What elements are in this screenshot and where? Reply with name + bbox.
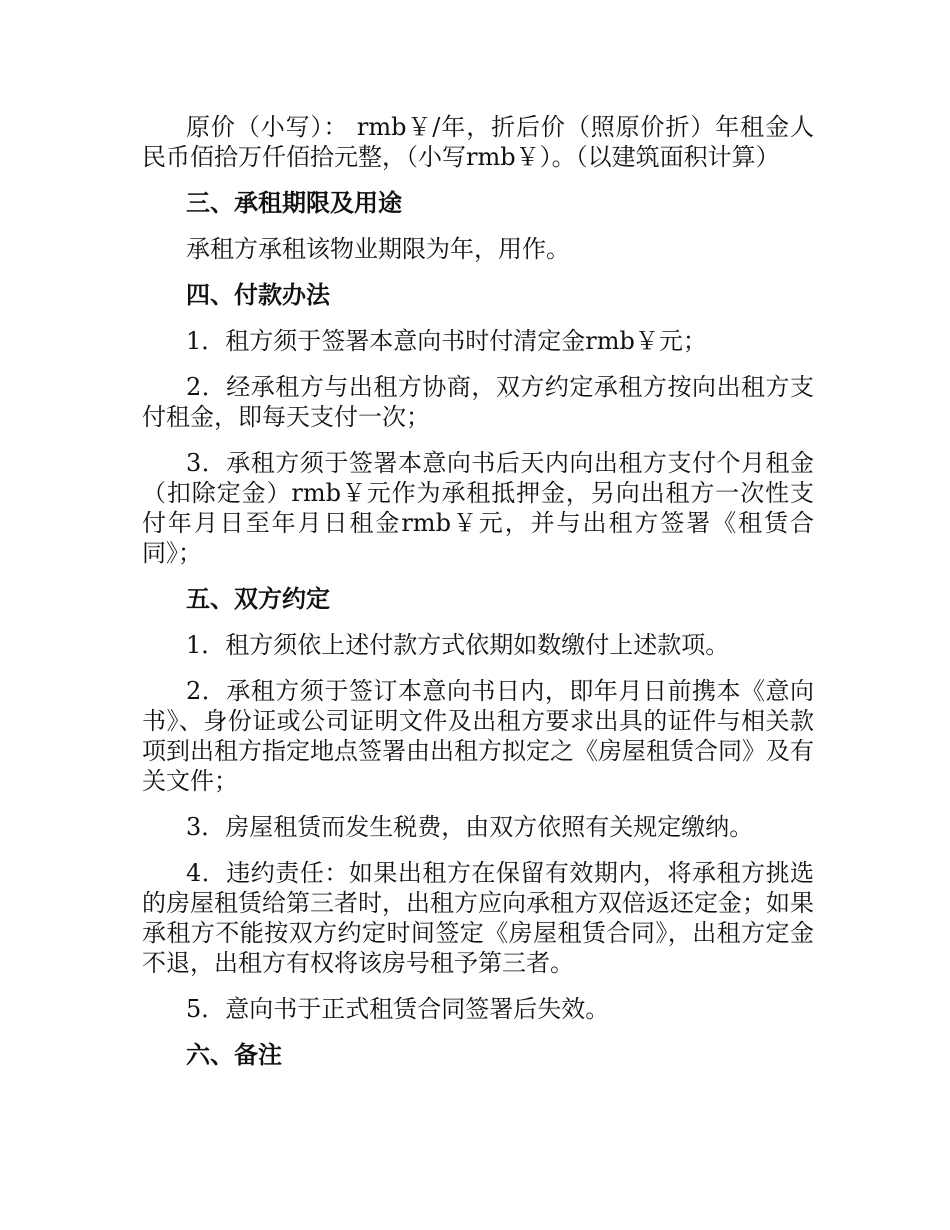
heading-mutual-agreement: 五、双方约定	[186, 585, 330, 613]
agreement-item-4: 4．违约责任：如果出租方在保留有效期内，将承租方挑选的房屋租赁给第三者时，出租方应向承租方双倍返还定金；如果承租方不能按双方约定时间签定《房屋租赁合同》，出租方定金不退，出租方有权将该房号租予第三者。	[142, 859, 814, 977]
payment-item-2: 2．经承租方与出租方协商，双方约定承租方按向出租方支付租金，即每天支付一次；	[142, 373, 814, 431]
heading-remarks: 六、备注	[186, 1041, 282, 1069]
document-body	[142, 112, 814, 1086]
price-paragraph: 原价（小写）： rmb￥/年，折后价（照原价折）年租金人民币佰拾万仟佰拾元整，（小写rmb￥）。（以建筑面积计算）	[142, 113, 814, 171]
agreement-item-3: 3．房屋租赁而发生税费，由双方依照有关规定缴纳。	[186, 813, 754, 841]
agreement-item-5: 5．意向书于正式租赁合同签署后失效。	[186, 995, 610, 1023]
term-paragraph: 承租方承租该物业期限为年，用作。	[186, 235, 570, 263]
payment-item-3: 3．承租方须于签署本意向书后天内向出租方支付个月租金（扣除定金）rmb￥元作为承租抵押金，另向出租方一次性支付年月日至年月日租金rmb￥元，并与出租方签署《租赁合同》；	[142, 449, 814, 567]
heading-payment-method: 四、付款办法	[186, 281, 330, 309]
heading-term-and-use: 三、承租期限及用途	[186, 189, 402, 217]
agreement-item-2: 2．承租方须于签订本意向书日内，即年月日前携本《意向书》、身份证或公司证明文件及出租方要求出具的证件与相关款项到出租方指定地点签署由出租方拟定之《房屋租赁合同》及有关文件；	[142, 677, 814, 795]
payment-item-1: 1．租方须于签署本意向书时付清定金rmb￥元；	[186, 327, 707, 355]
agreement-item-1: 1．租方须依上述付款方式依期如数缴付上述款项。	[186, 631, 730, 659]
